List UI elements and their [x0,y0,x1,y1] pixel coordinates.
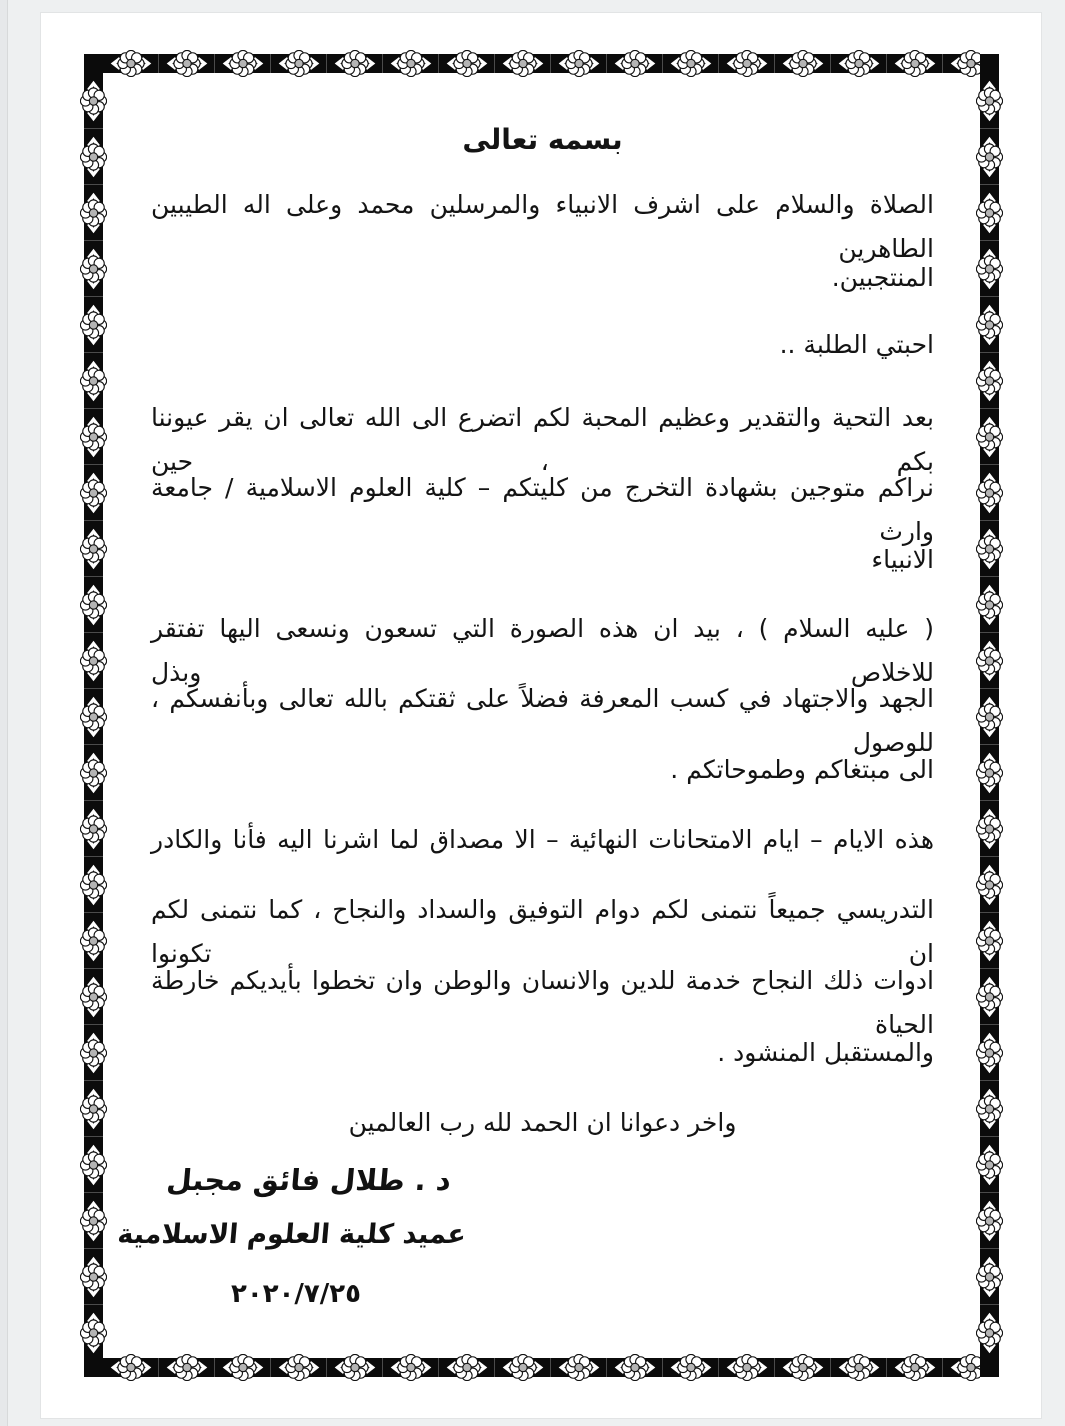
body-line-2: المنتجبين. [831,263,934,292]
body-line-13: والمستقبل المنشود . [717,1038,934,1067]
body-line-5: نراكم متوجين بشهادة التخرج من كليتكم – كلية العلوم الاسلامية / جامعة وارث [151,473,934,546]
closing-prayer-line: واخر دعوانا ان الحمد لله رب العالمين [348,1108,737,1137]
body-line-7: ( عليه السلام ) ، بيد ان هذه الصورة التي تسعون ونسعى اليها تفتقر للاخلاص وبذل [151,614,934,687]
document-page [40,12,1042,1419]
signature-role: عميد كلية العلوم الاسلامية [116,1219,468,1250]
body-line-9: الى مبتغاكم وطموحاتكم . [670,755,934,784]
border-left-band [80,73,107,1358]
date-value: ٢٠٢٠/٧/٢٥ [230,1279,362,1309]
body-line-11: التدريسي جميعاً نتمنى لكم دوام التوفيق والسداد والنجاح ، كما نتمنى لكم ان تكونوا [151,895,934,968]
body-line-6: الانبياء [871,545,934,574]
body-line-12: ادوات ذلك النجاح خدمة للدين والانسان والوطن وان تخطوا بأيديكم خارطة الحياة [151,966,934,1039]
body-line-3: احبتي الطلبة .. [779,330,934,359]
border-right-band [976,73,1003,1358]
letter-body [151,13,934,1418]
body-line-8: الجهد والاجتهاد في كسب المعرفة فضلاً على ثقتكم بالله تعالى وبأنفسكم ، للوصول [151,684,934,757]
basmala-heading: بسمه تعالى [462,123,623,156]
body-line-10: هذه الايام – ايام الامتحانات النهائية – الا مصداق لما اشرنا اليه فأنا والكادر [151,825,934,854]
body-line-1: الصلاة والسلام على اشرف الانبياء والمرسلين محمد وعلى اله الطيبين الطاهرين [151,190,934,263]
body-line-4: بعد التحية والتقدير وعظيم المحبة لكم اتضرع الى الله تعالى ان يقر عيوننا بكم ، حين [151,403,934,476]
signature-name: د . طلال فائق مجبل [165,1163,453,1197]
signature-date [181,1279,411,1309]
window-edge-strip [0,0,8,1426]
